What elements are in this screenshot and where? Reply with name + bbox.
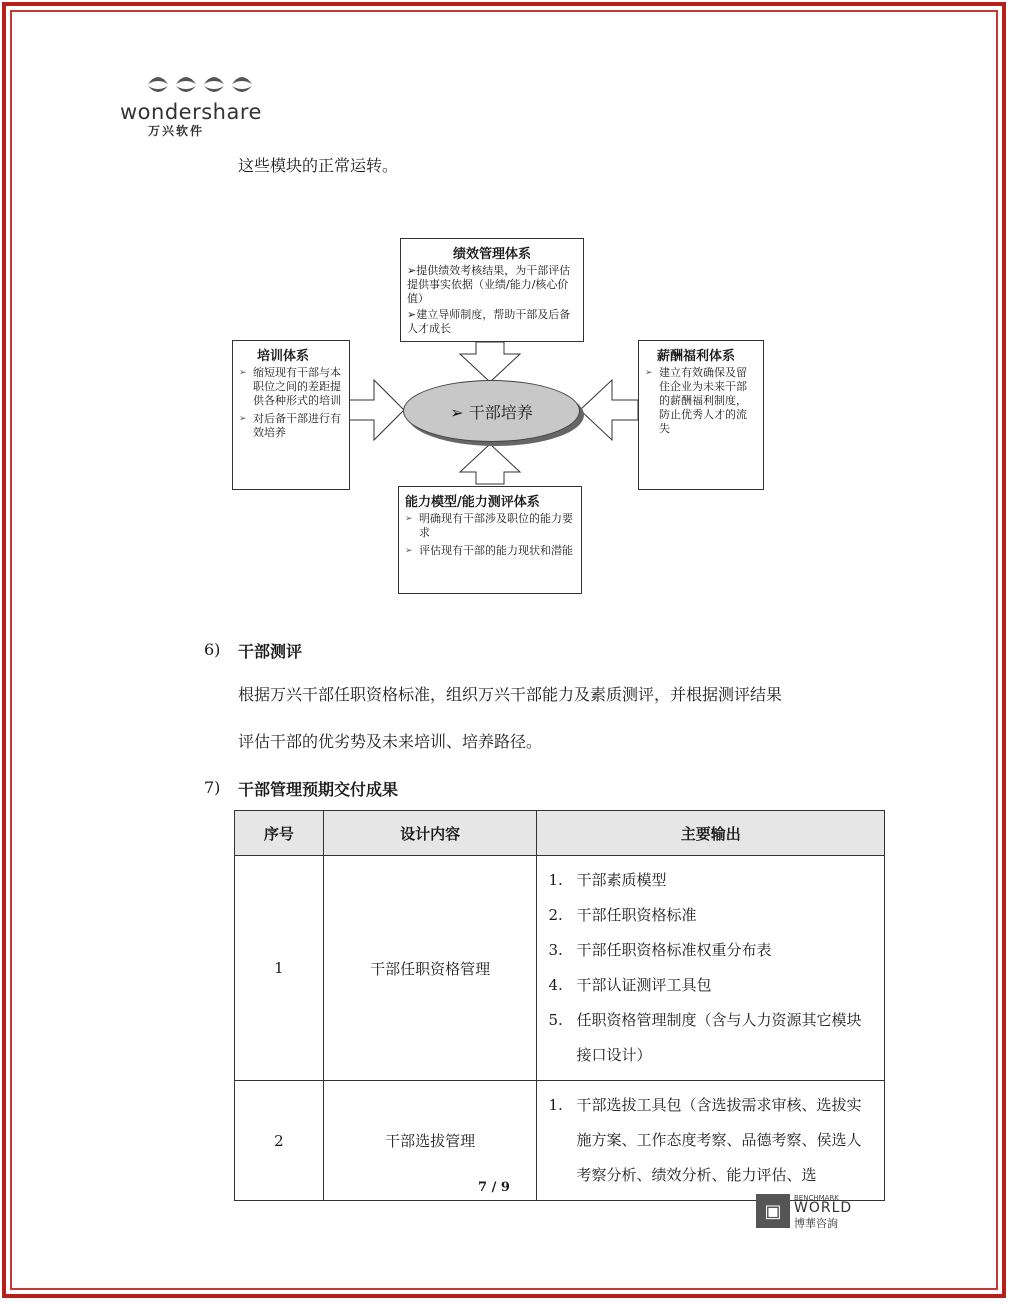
performance-management-box <box>400 238 584 342</box>
competency-item-2: ➢ 评估现有干部的能力现状和潜能 <box>405 544 575 558</box>
compensation-title: 薪酬福利体系 <box>657 349 736 364</box>
performance-item-2: ➢建立导师制度，帮助干部及后备人才成长 <box>407 308 571 335</box>
list-item: 1. 干部选拔工具包（含选拔需求审核、选拔实施方案、工作态度考察、品德考察、侯选人考察分析、绩效分析、能力评估、选 <box>548 1096 862 1184</box>
competency-title: 能力模型/能力测评体系 <box>405 495 540 510</box>
row-1-no: 1 <box>235 856 324 1081</box>
benchmark-world-label: WORLD <box>794 1200 853 1216</box>
arrow-top <box>460 342 520 382</box>
header-no: 序号 <box>235 811 324 856</box>
deliverables-table <box>234 810 885 1201</box>
header-content: 设计内容 <box>323 811 537 856</box>
table-row <box>235 856 885 1081</box>
benchmark-chinese-label: 博華咨詢 <box>794 1217 838 1230</box>
section-7-title: 干部管理预期交付成果 <box>238 780 399 799</box>
training-system-box <box>232 340 350 490</box>
intro-line: 这些模块的正常运转。 <box>238 156 399 175</box>
competency-item-1: ➢ 明确现有干部涉及职位的能力要求 <box>405 512 575 540</box>
logo-wordmark: wondershare <box>120 100 262 124</box>
row-1-outputs <box>537 856 885 1081</box>
arrow-bottom <box>460 444 520 484</box>
training-title: 培训体系 <box>257 349 310 364</box>
section-6-line-2: 评估干部的优劣势及未来培训、培养路径。 <box>238 732 543 751</box>
table-row <box>235 1081 885 1201</box>
section-6-line-1: 根据万兴干部任职资格标准，组织万兴干部能力及素质测评，并根据测评结果 <box>238 685 783 704</box>
cadre-development-center: ➢ 干部培养 <box>403 380 580 442</box>
section-6-title: 干部测评 <box>238 642 303 661</box>
table-header-row <box>235 811 885 856</box>
arrow-right <box>580 380 638 440</box>
row-2-content: 干部选拔管理 <box>323 1081 537 1201</box>
wondershare-logo <box>118 66 268 136</box>
row-1-content: 干部任职资格管理 <box>323 856 537 1081</box>
list-item: 1. 干部素质模型 <box>548 871 667 889</box>
competency-model-box <box>398 486 582 594</box>
arrow-left <box>348 380 404 440</box>
benchmark-label: BENCHMARK <box>794 1194 839 1202</box>
list-item: 2. 干部任职资格标准 <box>548 906 697 924</box>
benchmark-world-logo <box>756 1194 856 1230</box>
performance-item-1: ➢提供绩效考核结果，为干部评估提供事实依据（业绩/能力/核心价值） <box>407 264 571 305</box>
logo-mark-icon <box>146 70 266 100</box>
row-2-outputs <box>537 1081 885 1201</box>
cadre-development-diagram <box>228 232 768 598</box>
benchmark-mark-icon: ▣ <box>756 1194 790 1228</box>
header-outputs: 主要输出 <box>537 811 885 856</box>
compensation-system-box <box>638 340 764 490</box>
training-item-2: ➢ 对后备干部进行有效培养 <box>239 412 343 440</box>
section-7-number: 7) <box>204 778 221 797</box>
list-item: 5. 任职资格管理制度（含与人力资源其它模块接口设计） <box>548 1011 862 1064</box>
section-6-number: 6) <box>204 640 221 659</box>
list-item: 3. 干部任职资格标准权重分布表 <box>548 941 772 959</box>
performance-title: 绩效管理体系 <box>452 247 531 262</box>
training-item-1: ➢ 缩短现有干部与本职位之间的差距提供各种形式的培训 <box>239 366 343 408</box>
page-number: 7 / 9 <box>478 1180 510 1195</box>
compensation-item-1: ➢ 建立有效确保及留住企业为未来干部的薪酬福利制度，防止优秀人才的流失 <box>645 366 757 436</box>
logo-chinese-name: 万兴软件 <box>148 124 205 138</box>
row-2-no: 2 <box>235 1081 324 1201</box>
list-item: 4. 干部认证测评工具包 <box>548 976 712 994</box>
